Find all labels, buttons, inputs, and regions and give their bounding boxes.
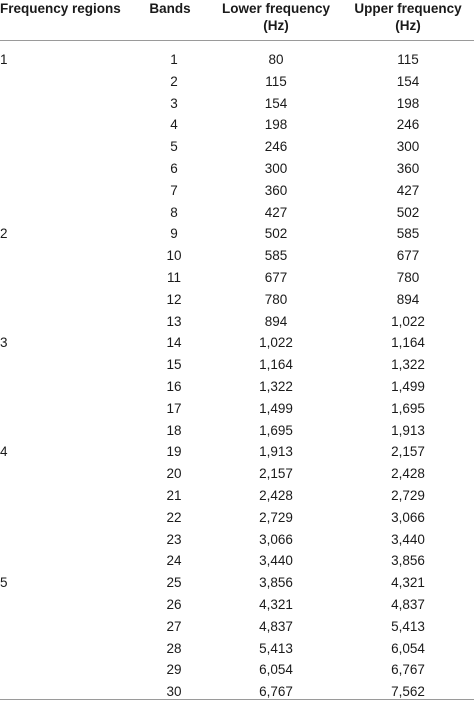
lower-frequency-cell: 80: [268, 52, 284, 67]
upper-frequency-cell: 502: [396, 204, 420, 220]
table-row: [0, 93, 474, 115]
lower-frequency-cell: 502: [264, 226, 288, 242]
lower-frequency-cell: 1,499: [259, 400, 293, 416]
band-cell: 21: [166, 487, 182, 503]
band-cell: 8: [170, 204, 178, 220]
upper-frequency-cell: 7,562: [391, 684, 425, 700]
upper-frequency-cell: 427: [396, 182, 420, 198]
upper-frequency-cell: 677: [396, 248, 420, 264]
region-cell: [0, 463, 130, 485]
upper-frequency-cell: 1,164: [391, 335, 425, 351]
table-row: [0, 202, 474, 224]
band-cell: 2: [170, 73, 178, 89]
lower-frequency-cell: 3,440: [259, 553, 293, 569]
band-cell: 17: [166, 400, 182, 416]
region-cell: [0, 529, 130, 551]
table-row: [0, 616, 474, 638]
region-cell: [0, 485, 130, 507]
upper-frequency-cell: 360: [396, 160, 420, 176]
upper-frequency-cell: 780: [396, 269, 420, 285]
region-cell: 1: [0, 52, 8, 67]
lower-frequency-cell: 6,767: [259, 684, 293, 700]
table-row: [0, 572, 474, 594]
band-cell: 14: [166, 335, 182, 351]
region-cell: [0, 136, 130, 158]
band-cell: 1: [170, 52, 178, 67]
lower-frequency-cell: 427: [264, 204, 288, 220]
band-cell: 29: [166, 662, 182, 678]
table-row: [0, 485, 474, 507]
table-row: [0, 420, 474, 442]
band-cell: 10: [166, 248, 182, 264]
table-row: [0, 245, 474, 267]
table-row: [0, 114, 474, 136]
band-cell: 27: [166, 618, 182, 634]
region-cell: [0, 550, 130, 572]
upper-frequency-cell: 154: [396, 73, 420, 89]
region-cell: [0, 616, 130, 638]
table-row: [0, 71, 474, 93]
header-lower-frequency: [210, 0, 342, 41]
lower-frequency-cell: 6,054: [259, 662, 293, 678]
table-row: [0, 267, 474, 289]
lower-frequency-cell: 198: [264, 117, 288, 133]
table-row: [0, 638, 474, 660]
upper-frequency-cell: 6,767: [391, 662, 425, 678]
region-cell: [0, 594, 130, 616]
table-row: [0, 398, 474, 420]
band-cell: 18: [166, 422, 182, 438]
upper-frequency-cell: 246: [396, 117, 420, 133]
region-cell: [0, 180, 130, 202]
region-cell: [0, 202, 130, 224]
header-upper-frequency-unit: (Hz): [395, 18, 421, 33]
header-upper-frequency-label: Upper frequency: [354, 1, 462, 16]
upper-frequency-cell: 115: [397, 52, 419, 67]
lower-frequency-cell: 1,913: [259, 444, 293, 460]
table-row: [0, 223, 474, 245]
header-bands: Bands: [130, 0, 210, 41]
lower-frequency-cell: 5,413: [259, 640, 293, 656]
table-row: [0, 507, 474, 529]
header-lower-frequency-label: Lower frequency: [221, 1, 331, 16]
table-row: [0, 180, 474, 202]
band-cell: 19: [166, 444, 182, 460]
band-cell: 24: [166, 553, 182, 569]
region-cell: 4: [0, 444, 8, 460]
upper-frequency-cell: 894: [396, 291, 420, 307]
band-cell: 30: [166, 684, 182, 700]
region-cell: [0, 311, 130, 333]
lower-frequency-cell: 360: [264, 182, 288, 198]
region-cell: [0, 114, 130, 136]
upper-frequency-cell: 3,440: [391, 531, 425, 547]
band-cell: 12: [166, 291, 182, 307]
lower-frequency-cell: 585: [264, 248, 288, 264]
band-cell: 5: [170, 139, 178, 155]
lower-frequency-cell: 3,856: [259, 575, 293, 591]
region-cell: [0, 289, 130, 311]
table-row: [0, 594, 474, 616]
band-cell: 9: [170, 226, 178, 242]
band-cell: 11: [166, 269, 181, 285]
upper-frequency-cell: 2,157: [391, 444, 425, 460]
region-cell: [0, 354, 130, 376]
region-cell: [0, 245, 130, 267]
band-cell: 16: [166, 378, 182, 394]
table-row: [0, 550, 474, 572]
header-upper-frequency: [342, 0, 474, 41]
region-cell: [0, 398, 130, 420]
band-cell: 22: [166, 509, 182, 525]
table-body: [0, 41, 474, 703]
lower-frequency-cell: 1,022: [259, 335, 293, 351]
upper-frequency-cell: 4,321: [391, 575, 425, 591]
region-cell: [0, 507, 130, 529]
lower-frequency-cell: 4,321: [259, 596, 293, 612]
region-cell: 2: [0, 226, 8, 242]
band-cell: 7: [170, 182, 178, 198]
table-row: [0, 289, 474, 311]
band-cell: 28: [166, 640, 182, 656]
upper-frequency-cell: 585: [396, 226, 420, 242]
lower-frequency-cell: 2,428: [259, 487, 293, 503]
lower-frequency-cell: 4,837: [259, 618, 293, 634]
upper-frequency-cell: 1,322: [391, 357, 425, 373]
region-cell: [0, 659, 130, 681]
table-row: [0, 354, 474, 376]
upper-frequency-cell: 1,913: [391, 422, 425, 438]
table-row: [0, 332, 474, 354]
lower-frequency-cell: 1,164: [259, 357, 293, 373]
lower-frequency-cell: 115: [265, 73, 287, 89]
upper-frequency-cell: 1,499: [391, 378, 425, 394]
band-cell: 20: [166, 466, 182, 482]
table-bottom-rule: [0, 699, 474, 700]
upper-frequency-cell: 1,695: [391, 400, 425, 416]
band-cell: 26: [166, 596, 182, 612]
region-cell: [0, 71, 130, 93]
region-cell: [0, 376, 130, 398]
lower-frequency-cell: 1,322: [259, 378, 293, 394]
upper-frequency-cell: 3,066: [391, 509, 425, 525]
table-row: [0, 659, 474, 681]
table-row: [0, 41, 474, 71]
band-cell: 15: [166, 357, 182, 373]
table-header: [0, 0, 474, 41]
header-row: [0, 0, 474, 41]
band-cell: 6: [170, 160, 178, 176]
table-row: [0, 311, 474, 333]
region-cell: [0, 420, 130, 442]
lower-frequency-cell: 894: [264, 313, 288, 329]
lower-frequency-cell: 2,157: [259, 466, 293, 482]
header-lower-frequency-unit: (Hz): [263, 18, 289, 33]
header-frequency-regions: Frequency regions: [0, 0, 130, 41]
upper-frequency-cell: 6,054: [391, 640, 425, 656]
region-cell: [0, 638, 130, 660]
upper-frequency-cell: 5,413: [391, 618, 425, 634]
lower-frequency-cell: 154: [264, 95, 288, 111]
upper-frequency-cell: 4,837: [391, 596, 425, 612]
lower-frequency-cell: 2,729: [259, 509, 293, 525]
region-cell: [0, 267, 130, 289]
table-row: [0, 463, 474, 485]
lower-frequency-cell: 677: [264, 269, 288, 285]
band-cell: 13: [166, 313, 182, 329]
region-cell: [0, 93, 130, 115]
upper-frequency-cell: 2,729: [391, 487, 425, 503]
region-cell: 3: [0, 335, 8, 351]
region-cell: [0, 158, 130, 180]
table-row: [0, 376, 474, 398]
region-cell: 5: [0, 575, 8, 591]
upper-frequency-cell: 198: [396, 95, 420, 111]
table-row: [0, 529, 474, 551]
band-cell: 4: [170, 117, 178, 133]
lower-frequency-cell: 300: [264, 160, 288, 176]
table-row: [0, 441, 474, 463]
lower-frequency-cell: 246: [264, 139, 288, 155]
upper-frequency-cell: 2,428: [391, 466, 425, 482]
upper-frequency-cell: 1,022: [391, 313, 425, 329]
table-row: [0, 136, 474, 158]
upper-frequency-cell: 300: [396, 139, 420, 155]
band-cell: 3: [170, 95, 178, 111]
band-cell: 23: [166, 531, 182, 547]
lower-frequency-cell: 780: [264, 291, 288, 307]
band-cell: 25: [166, 575, 182, 591]
lower-frequency-cell: 3,066: [259, 531, 293, 547]
table-row: [0, 158, 474, 180]
lower-frequency-cell: 1,695: [259, 422, 293, 438]
upper-frequency-cell: 3,856: [391, 553, 425, 569]
